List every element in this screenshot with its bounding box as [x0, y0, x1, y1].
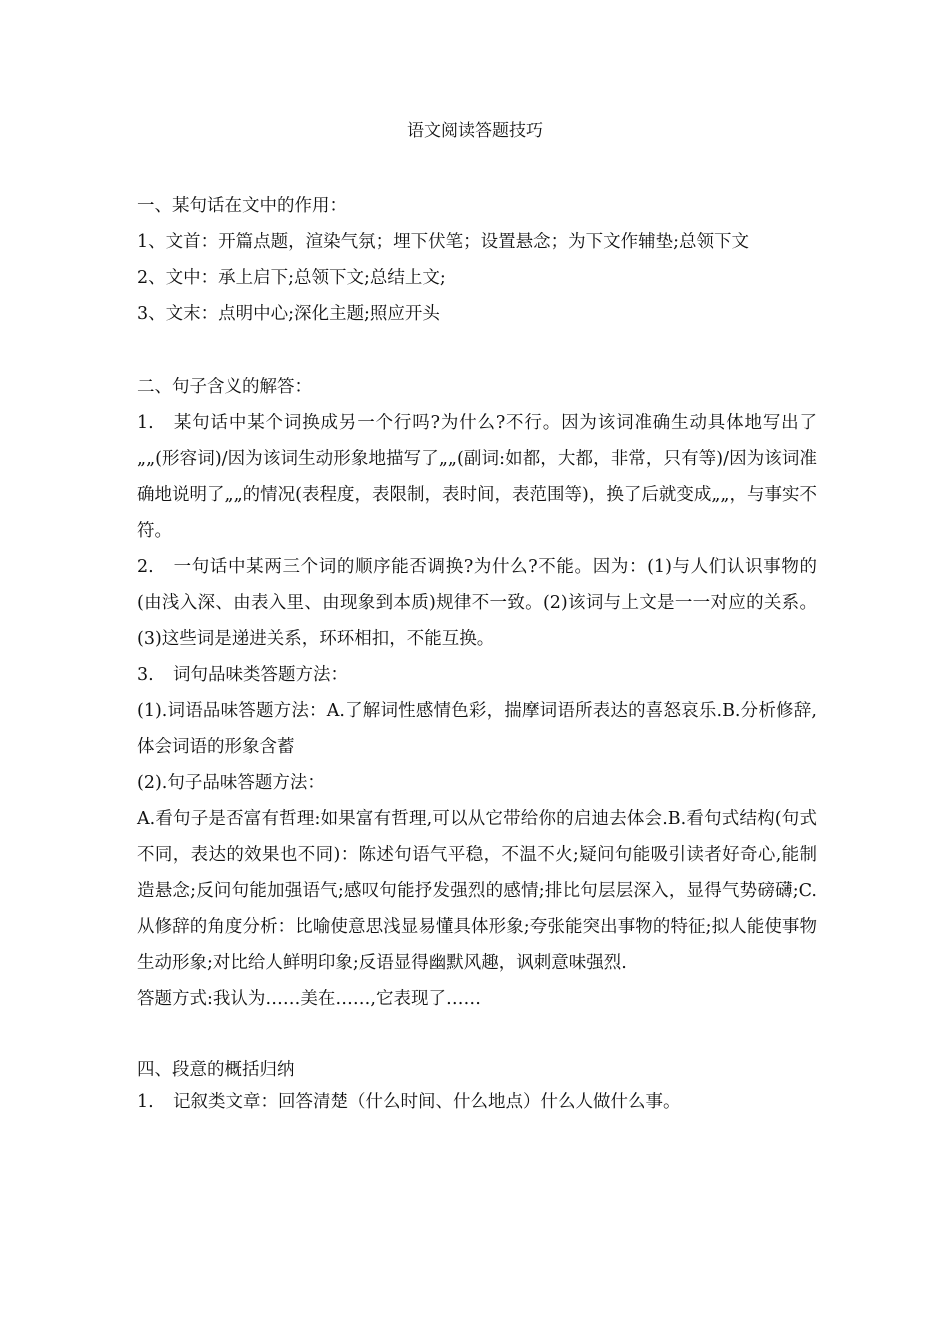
- sub-item-heading: (2).句子品味答题方法：: [137, 773, 325, 793]
- document-body: [137, 188, 817, 1118]
- section-heading: 一、某句话在文中的作用：: [137, 196, 347, 216]
- item-number: 1.: [137, 413, 154, 433]
- list-item: [137, 1086, 817, 1118]
- item-text: 一句话中某两三个词的顺序能否调换?为什么?不能。因为：(1)与人们认识事物的(由浅入深、由表入里、由现象到本质)规律不一致。(2)该词与上文是一一对应的关系。(3)这些词是递进关系，环环相扣，不能互换。: [137, 557, 817, 649]
- item-text: 记叙类文章：回答清楚（什么时间、什么地点）什么人做什么事。: [173, 1092, 681, 1112]
- list-item: [137, 549, 817, 657]
- section-heading: 四、段意的概括归纳: [137, 1060, 295, 1080]
- answer-format: 答题方式:我认为……美在……,它表现了……: [137, 989, 481, 1009]
- section-heading: 二、句子含义的解答：: [137, 377, 312, 397]
- spacer: [137, 1017, 817, 1054]
- sub-item: A.看句子是否富有哲理:如果富有哲理,可以从它带给你的启迪去体会.B.看句式结构(句式不同，表达的效果也不同)：陈述句语气平稳，不温不火;疑问句能吸引读者好奇心,能制造悬念;反问句能加强语气;感叹句能抒发强烈的感情;排比句层层深入，显得气势磅礴;C.从修辞的角度分析：比喻使意思浅显易懂具体形象;夸张能突出事物的特征;拟人能使事物生动形象;对比给人鲜明印象;反语显得幽默风趣，讽刺意味强烈.: [137, 809, 817, 973]
- list-item: 1、文首：开篇点题，渲染气氛；埋下伏笔；设置悬念；为下文作辅垫;总领下文: [137, 232, 750, 252]
- item-number: 3.: [137, 665, 154, 685]
- document-title: 语文阅读答题技巧: [407, 121, 543, 141]
- item-number: 2.: [137, 557, 154, 577]
- item-text: 某句话中某个词换成另一个行吗?为什么?不行。因为该词准确生动具体地写出了„„(形容词)/因为该词生动形象地描写了„„(副词:如都，大都，非常，只有等)/因为该词准确地说明了„„的情况(表程度，表限制，表时间，表范围等)，换了后就变成„„，与事实不符。: [137, 413, 817, 541]
- spacer: [137, 332, 817, 369]
- item-number: 1.: [137, 1092, 154, 1112]
- list-item: 2、文中：承上启下;总领下文;总结上文;: [137, 268, 446, 288]
- sub-item: (1).词语品味答题方法：A.了解词性感情色彩，揣摩词语所表达的喜怒哀乐.B.分析修辞,体会词语的形象含蓄: [137, 701, 817, 757]
- list-item: [137, 657, 817, 693]
- item-text: 词句品味类答题方法：: [173, 665, 348, 685]
- list-item: 3、文末：点明中心;深化主题;照应开头: [137, 304, 440, 324]
- list-item: [137, 405, 817, 549]
